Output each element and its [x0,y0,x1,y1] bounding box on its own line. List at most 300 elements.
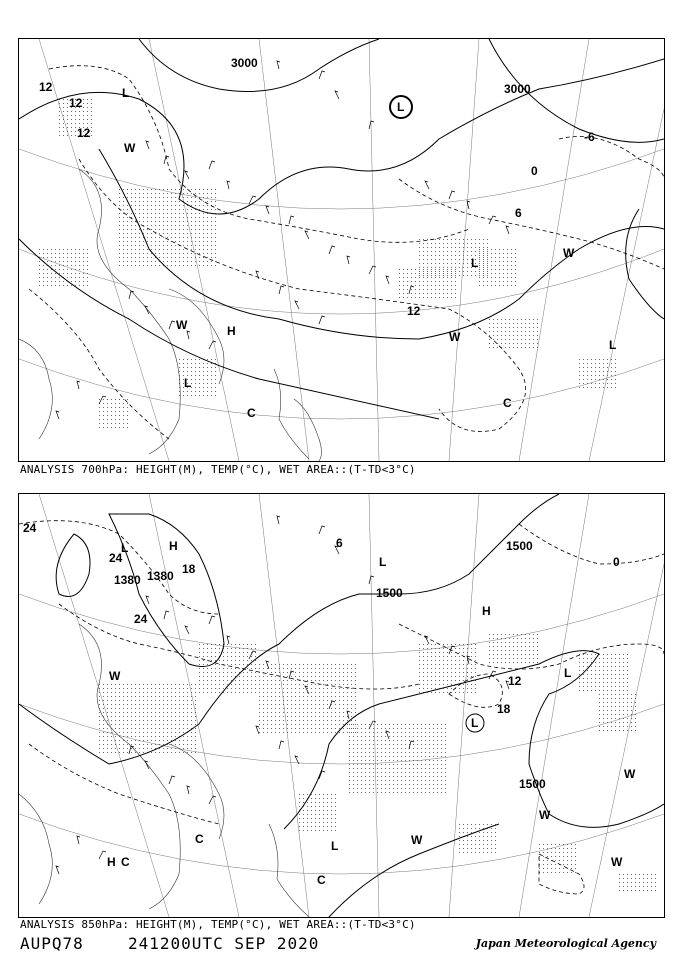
wet-dot [99,736,100,737]
wet-dot [195,732,196,733]
wet-dot [483,840,484,841]
wet-dot [547,856,548,857]
wet-dot [247,684,248,685]
wet-dot [407,285,408,286]
wet-dot [191,205,192,206]
wet-dot [479,243,480,244]
wet-dot [611,698,612,699]
wet-dot [195,379,196,380]
wet-dot [451,692,452,693]
wet-dot [419,247,420,248]
wet-dot [427,656,428,657]
wet-dot [431,269,432,270]
wet-dot [389,776,390,777]
wet-dot [355,724,356,725]
wet-dot [433,748,434,749]
wet-dot [139,708,140,709]
wet-dot [595,674,596,675]
wet-dot [455,289,456,290]
wet-dot [187,233,188,234]
wet-dot [71,115,72,116]
wet-dot [353,740,354,741]
wet-dot [365,736,366,737]
wet-dot [443,660,444,661]
wet-dot [107,724,108,725]
wet-dot [525,323,526,324]
wet-dot [275,664,276,665]
wet-dot [513,642,514,643]
wet-dot [323,798,324,799]
wet-dot [147,193,148,194]
wet-dot [417,760,418,761]
wet-dot [441,764,442,765]
wet-dot [239,656,240,657]
wet-dot [393,736,394,737]
wet-dot [599,662,600,663]
wet-dot [417,764,418,765]
wet-dot [131,213,132,214]
wet-dot [595,666,596,667]
wet-dot [203,261,204,262]
wet-dot [491,249,492,250]
wet-dot [433,784,434,785]
wet-dot [135,213,136,214]
wet-dot [647,890,648,891]
wet-dot [471,247,472,248]
wet-dot [183,217,184,218]
wet-dot [147,217,148,218]
wet-dot [191,712,192,713]
wet-dot [307,680,308,681]
wet-dot [471,664,472,665]
wet-dot [139,736,140,737]
wet-dot [195,261,196,262]
wet-dot [311,814,312,815]
wet-dot [183,209,184,210]
wet-dot [335,676,336,677]
wet-dot [163,225,164,226]
wet-dot [339,668,340,669]
wet-dot [483,243,484,244]
wet-dot [311,720,312,721]
wet-dot [55,285,56,286]
wet-dot [327,676,328,677]
wet-dot [303,728,304,729]
wet-dot [219,648,220,649]
wet-dot [211,692,212,693]
wet-dot [303,672,304,673]
wet-dot [405,752,406,753]
wet-dot [123,423,124,424]
wet-dot [479,251,480,252]
wet-dot [487,265,488,266]
wet-dot [103,684,104,685]
wet-dot [143,712,144,713]
wet-dot [115,700,116,701]
wet-dot [491,832,492,833]
wet-dot [521,331,522,332]
wet-dot [287,692,288,693]
wet-dot [135,696,136,697]
wet-dot [279,696,280,697]
wet-dot [467,840,468,841]
wet-dot [425,724,426,725]
wet-dot [591,658,592,659]
wet-dot [79,119,80,120]
wet-dot [571,852,572,853]
wet-dot [421,764,422,765]
wet-dot [283,688,284,689]
wet-dot [511,273,512,274]
wet-dot [425,736,426,737]
wet-dot [123,411,124,412]
wet-dot [175,201,176,202]
wet-dot [323,720,324,721]
wet-dot [441,760,442,761]
wet-dot [175,229,176,230]
wind-barb [425,181,429,189]
wet-dot [467,648,468,649]
wet-dot [115,407,116,408]
wet-dot [539,844,540,845]
wet-dot [591,662,592,663]
wet-dot [291,700,292,701]
wet-dot [525,642,526,643]
wet-dot [327,822,328,823]
wet-dot [431,660,432,661]
wet-dot [243,660,244,661]
wet-dot [415,273,416,274]
wet-dot [339,708,340,709]
wet-dot [599,686,600,687]
wet-dot [335,802,336,803]
wet-dot [107,696,108,697]
wet-dot [579,670,580,671]
wet-dot [151,720,152,721]
wet-dot [319,676,320,677]
wet-dot [71,261,72,262]
wet-dot [599,698,600,699]
wet-dot [155,732,156,733]
wet-dot [475,243,476,244]
wet-dot [471,688,472,689]
wet-dot [385,784,386,785]
wet-dot [103,700,104,701]
wet-dot [143,253,144,254]
wet-dot [493,662,494,663]
wet-dot [493,634,494,635]
wet-dot [171,684,172,685]
wet-dot [143,688,144,689]
wet-dot [507,249,508,250]
wet-dot [467,844,468,845]
wet-dot [191,363,192,364]
wet-dot [135,253,136,254]
wet-dot [319,802,320,803]
wet-dot [355,684,356,685]
wet-dot [207,660,208,661]
wet-dot [235,684,236,685]
wet-dot [423,243,424,244]
wet-dot [271,704,272,705]
wet-dot [635,694,636,695]
wet-dot [175,245,176,246]
wet-dot [619,726,620,727]
wet-dot [429,740,430,741]
wet-dot [163,221,164,222]
wet-dot [365,768,366,769]
wet-dot [643,882,644,883]
wet-dot [655,890,656,891]
wet-dot [139,696,140,697]
wet-dot [111,700,112,701]
wet-dot [479,265,480,266]
wet-dot [491,852,492,853]
wet-dot [179,367,180,368]
wet-dot [127,407,128,408]
wet-dot [311,798,312,799]
wet-dot [211,680,212,681]
wet-dot [203,225,204,226]
wet-dot [407,293,408,294]
wet-dot [119,704,120,705]
wet-dot [215,225,216,226]
wet-dot [199,672,200,673]
wet-dot [397,744,398,745]
wet-dot [307,716,308,717]
wet-dot [259,688,260,689]
low-symbol: L [397,100,405,114]
wet-dot [467,828,468,829]
wet-dot [513,638,514,639]
wet-dot [381,760,382,761]
wet-dot [579,690,580,691]
wet-dot [583,686,584,687]
wet-dot [107,704,108,705]
wet-dot [323,826,324,827]
wet-dot [163,724,164,725]
wet-dot [607,662,608,663]
wet-dot [427,247,428,248]
wet-dot [417,792,418,793]
wet-dot [533,343,534,344]
wet-dot [441,792,442,793]
wet-dot [75,281,76,282]
wet-dot [539,848,540,849]
wet-dot [611,654,612,655]
wet-dot [175,253,176,254]
wet-dot [365,728,366,729]
wet-dot [131,197,132,198]
wet-dot [175,249,176,250]
wet-dot [203,672,204,673]
wet-dot [199,668,200,669]
wet-dot [215,672,216,673]
wet-dot [123,427,124,428]
wet-dot [303,822,304,823]
wet-dot [583,678,584,679]
wet-dot [123,217,124,218]
wet-dot [493,654,494,655]
wet-dot [591,383,592,384]
wet-dot [507,277,508,278]
wet-dot [323,814,324,815]
wet-dot [521,654,522,655]
temperature-label: 24 [109,551,123,565]
wet-dot [303,704,304,705]
wet-dot [389,728,390,729]
wet-dot [143,229,144,230]
wet-dot [83,249,84,250]
wet-dot [199,265,200,266]
wet-dot [627,678,628,679]
wet-dot [423,293,424,294]
wet-dot [377,772,378,773]
wet-dot [421,728,422,729]
wet-dot [283,704,284,705]
wet-dot [513,634,514,635]
wet-dot [599,658,600,659]
wet-dot [393,744,394,745]
wet-dot [283,724,284,725]
wet-dot [351,712,352,713]
wet-dot [323,728,324,729]
wet-dot [143,716,144,717]
wet-dot [227,676,228,677]
wet-dot [259,712,260,713]
wet-dot [463,275,464,276]
wet-dot [131,692,132,693]
wet-dot [179,257,180,258]
wet-dot [119,249,120,250]
wet-dot [651,878,652,879]
wet-dot [619,670,620,671]
wet-dot [199,237,200,238]
wet-dot [179,708,180,709]
wet-dot [299,692,300,693]
wet-dot [431,271,432,272]
wet-dot [447,275,448,276]
wet-dot [215,201,216,202]
wet-dot [171,209,172,210]
wet-dot [615,375,616,376]
wet-dot [259,724,260,725]
wet-dot [369,772,370,773]
wet-dot [263,720,264,721]
wet-dot [167,221,168,222]
wet-dot [571,868,572,869]
wet-dot [347,708,348,709]
wet-dot [491,824,492,825]
wet-dot [599,706,600,707]
wet-dot [167,736,168,737]
wet-dot [199,253,200,254]
wet-dot [163,201,164,202]
wet-dot [339,724,340,725]
wet-dot [151,704,152,705]
wet-dot [135,241,136,242]
wet-dot [87,269,88,270]
wet-dot [183,233,184,234]
wet-dot [335,794,336,795]
wet-dot [451,297,452,298]
wet-dot [115,411,116,412]
wet-dot [355,708,356,709]
wet-dot [489,327,490,328]
wet-dot [537,343,538,344]
wet-dot [335,696,336,697]
wet-dot [155,712,156,713]
wet-dot [435,688,436,689]
wet-dot [447,285,448,286]
wet-dot [319,696,320,697]
wet-dot [83,103,84,104]
wet-dot [579,359,580,360]
wet-dot [299,798,300,799]
wet-dot [413,724,414,725]
wet-dot [175,209,176,210]
wet-dot [143,245,144,246]
wet-dot [63,115,64,116]
wet-dot [423,297,424,298]
wet-dot [427,672,428,673]
wet-dot [199,201,200,202]
wet-dot [67,107,68,108]
wet-dot [627,694,628,695]
wet-dot [327,680,328,681]
wet-dot [195,225,196,226]
wet-dot [55,281,56,282]
wet-dot [115,696,116,697]
wet-dot [459,275,460,276]
wet-dot [303,814,304,815]
wet-dot [409,728,410,729]
wet-dot [151,253,152,254]
wet-dot [167,692,168,693]
wet-dot [335,716,336,717]
wet-dot [443,239,444,240]
wet-dot [409,788,410,789]
wet-dot [263,676,264,677]
wet-dot [335,818,336,819]
wet-dot [203,213,204,214]
wet-dot [179,712,180,713]
wet-dot [271,676,272,677]
wet-dot [627,698,628,699]
wet-dot [103,704,104,705]
wet-dot [513,323,514,324]
wet-dot [215,395,216,396]
wet-dot [389,768,390,769]
wet-dot [119,257,120,258]
high-symbol: H [107,855,116,869]
wet-dot [411,281,412,282]
wet-dot [179,752,180,753]
wet-dot [299,818,300,819]
wet-dot [401,792,402,793]
wet-dot [339,680,340,681]
wet-dot [315,692,316,693]
wet-dot [623,698,624,699]
wet-dot [623,694,624,695]
wet-dot [619,714,620,715]
wet-dot [283,732,284,733]
wet-dot [155,213,156,214]
wet-dot [195,744,196,745]
wet-dot [187,197,188,198]
wet-dot [319,732,320,733]
wet-dot [463,239,464,240]
